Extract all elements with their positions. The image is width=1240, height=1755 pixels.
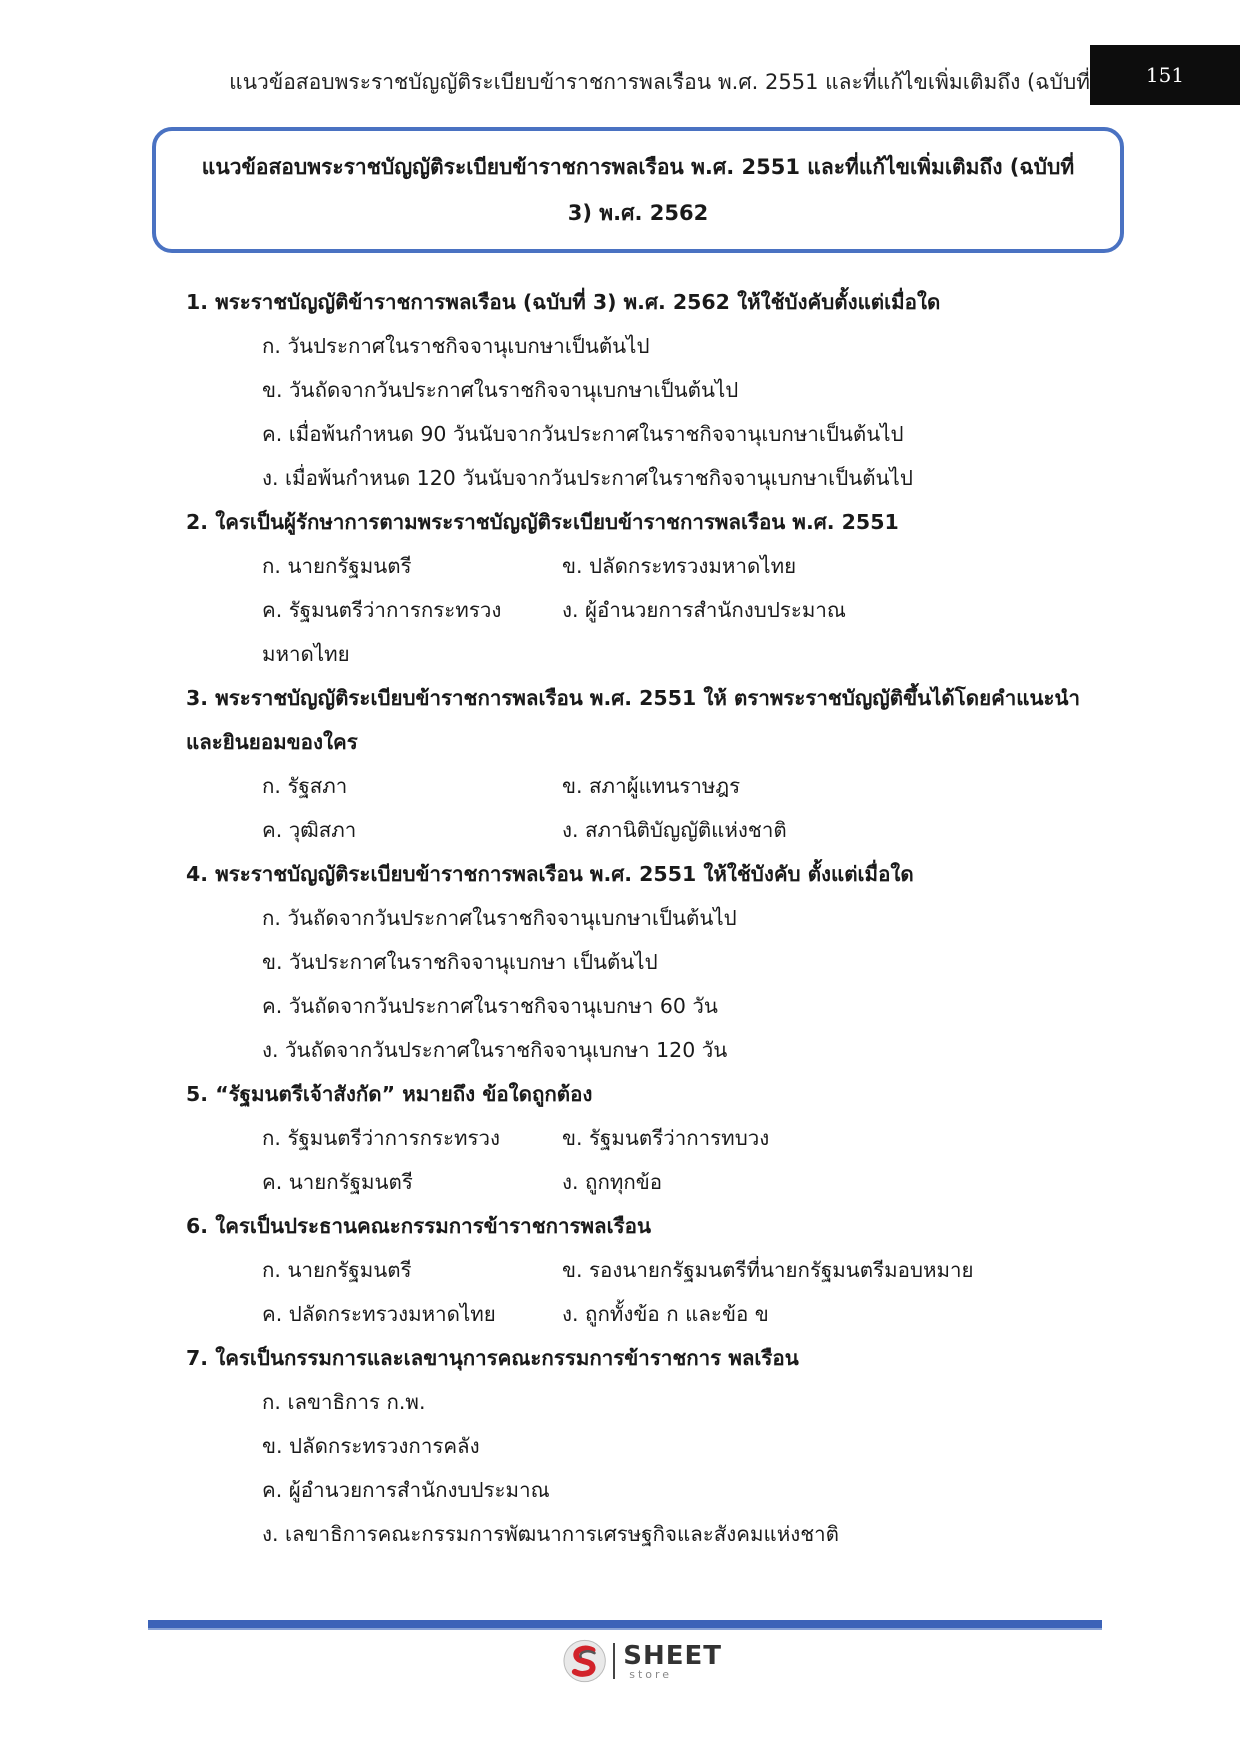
question-7-option-a: ก. เลขาธิการ ก.พ.: [262, 1390, 426, 1414]
question-3-option-c: ค. วุฒิสภา: [262, 818, 357, 842]
question-6-option-a: ก. นายกรัฐมนตรี: [262, 1258, 412, 1282]
question-4: 4. พระราชบัญญัติระเบียบข้าราชการพลเรือน พ.ศ. 2551 ให้ใช้บังคับ ตั้งแต่เมื่อใด: [186, 862, 914, 886]
question-3-line-1: 3. พระราชบัญญัติระเบียบข้าราชการพลเรือน พ.ศ. 2551 ให้ ตราพระราชบัญญัติขึ้นได้โดยคำแนะนำ: [186, 686, 1081, 710]
question-3-option-a: ก. รัฐสภา: [262, 774, 348, 798]
sheet-store-logo-icon: [562, 1638, 607, 1684]
question-5-option-c: ค. นายกรัฐมนตรี: [262, 1170, 413, 1194]
question-2-option-b: ข. ปลัดกระทรวงมหาดไทย: [562, 554, 797, 578]
question-6: 6. ใครเป็นประธานคณะกรรมการข้าราชการพลเรือน: [186, 1214, 651, 1238]
question-1-option-a: ก. วันประกาศในราชกิจจานุเบกษาเป็นต้นไป: [262, 334, 650, 358]
question-5-option-d: ง. ถูกทุกข้อ: [562, 1170, 663, 1194]
question-6-option-c: ค. ปลัดกระทรวงมหาดไทย: [262, 1302, 496, 1326]
question-3-row-1: [186, 764, 1106, 808]
question-4-option-d: ง. วันถัดจากวันประกาศในราชกิจจานุเบกษา 120 วัน: [262, 1038, 728, 1062]
question-3-line-2: และยินยอมของใคร: [186, 730, 358, 754]
question-2-row-1: [186, 544, 1106, 588]
question-7: 7. ใครเป็นกรรมการและเลขานุการคณะกรรมการข้าราชการ พลเรือน: [186, 1346, 799, 1370]
footer-rule: [148, 1620, 1102, 1630]
question-6-row-1: [186, 1248, 1106, 1292]
logo-text: [623, 1640, 722, 1681]
question-2-option-d: ง. ผู้อำนวยการสำนักงบประมาณ: [562, 598, 846, 622]
question-5-row-2: [186, 1160, 1106, 1204]
logo-sub: store: [629, 1667, 673, 1681]
question-1-option-d: ง. เมื่อพ้นกำหนด 120 วันนับจากวันประกาศในราชกิจจานุเบกษาเป็นต้นไป: [262, 466, 913, 490]
question-5-option-b: ข. รัฐมนตรีว่าการทบวง: [562, 1126, 770, 1150]
logo-divider: [613, 1643, 615, 1679]
running-header-title: แนวข้อสอบพระราชบัญญัติระเบียบข้าราชการพลเรือน พ.ศ. 2551 และที่แก้ไขเพิ่มเติมถึง (ฉบับที่: [229, 70, 1090, 94]
question-7-option-b: ข. ปลัดกระทรวงการคลัง: [262, 1434, 480, 1458]
question-3-row-2: [186, 808, 1106, 852]
question-list: [186, 280, 1106, 1556]
question-4-option-a: ก. วันถัดจากวันประกาศในราชกิจจานุเบกษาเป็นต้นไป: [262, 906, 737, 930]
title-line-1: แนวข้อสอบพระราชบัญญัติระเบียบข้าราชการพลเรือน พ.ศ. 2551 และที่แก้ไขเพิ่มเติมถึง (ฉบับที่: [201, 155, 1075, 179]
question-4-option-c: ค. วันถัดจากวันประกาศในราชกิจจานุเบกษา 60 วัน: [262, 994, 718, 1018]
question-5-option-a: ก. รัฐมนตรีว่าการกระทรวง: [262, 1126, 501, 1150]
question-7-option-c: ค. ผู้อำนวยการสำนักงบประมาณ: [262, 1478, 550, 1502]
logo-name: SHEET: [623, 1640, 722, 1671]
question-2-option-c: ค. รัฐมนตรีว่าการกระทรวงมหาดไทย: [262, 598, 502, 666]
question-4-option-b: ข. วันประกาศในราชกิจจานุเบกษา เป็นต้นไป: [262, 950, 658, 974]
title-line-2: 3) พ.ศ. 2562: [567, 201, 709, 225]
sheet-store-logo: [562, 1635, 722, 1687]
question-2: 2. ใครเป็นผู้รักษาการตามพระราชบัญญัติระเบียบข้าราชการพลเรือน พ.ศ. 2551: [186, 510, 899, 534]
question-6-option-b: ข. รองนายกรัฐมนตรีที่นายกรัฐมนตรีมอบหมาย: [562, 1258, 974, 1282]
question-2-option-a: ก. นายกรัฐมนตรี: [262, 554, 412, 578]
question-5: 5. “รัฐมนตรีเจ้าสังกัด” หมายถึง ข้อใดถูกต้อง: [186, 1082, 593, 1106]
question-6-row-2: [186, 1292, 1106, 1336]
question-6-option-d: ง. ถูกทั้งข้อ ก และข้อ ข: [562, 1302, 769, 1326]
question-1-option-c: ค. เมื่อพ้นกำหนด 90 วันนับจากวันประกาศในราชกิจจานุเบกษาเป็นต้นไป: [262, 422, 904, 446]
page-number: 151: [1090, 45, 1240, 105]
question-5-row-1: [186, 1116, 1106, 1160]
title-box: [152, 127, 1124, 253]
question-3-option-d: ง. สภานิติบัญญัติแห่งชาติ: [562, 818, 787, 842]
question-7-option-d: ง. เลขาธิการคณะกรรมการพัฒนาการเศรษฐกิจและสังคมแห่งชาติ: [262, 1522, 839, 1546]
question-1: 1. พระราชบัญญัติข้าราชการพลเรือน (ฉบับที่ 3) พ.ศ. 2562 ให้ใช้บังคับตั้งแต่เมื่อใด: [186, 290, 941, 314]
question-1-option-b: ข. วันถัดจากวันประกาศในราชกิจจานุเบกษาเป็นต้นไป: [262, 378, 739, 402]
question-2-row-2: [186, 588, 1106, 676]
question-3-option-b: ข. สภาผู้แทนราษฎร: [562, 774, 741, 798]
